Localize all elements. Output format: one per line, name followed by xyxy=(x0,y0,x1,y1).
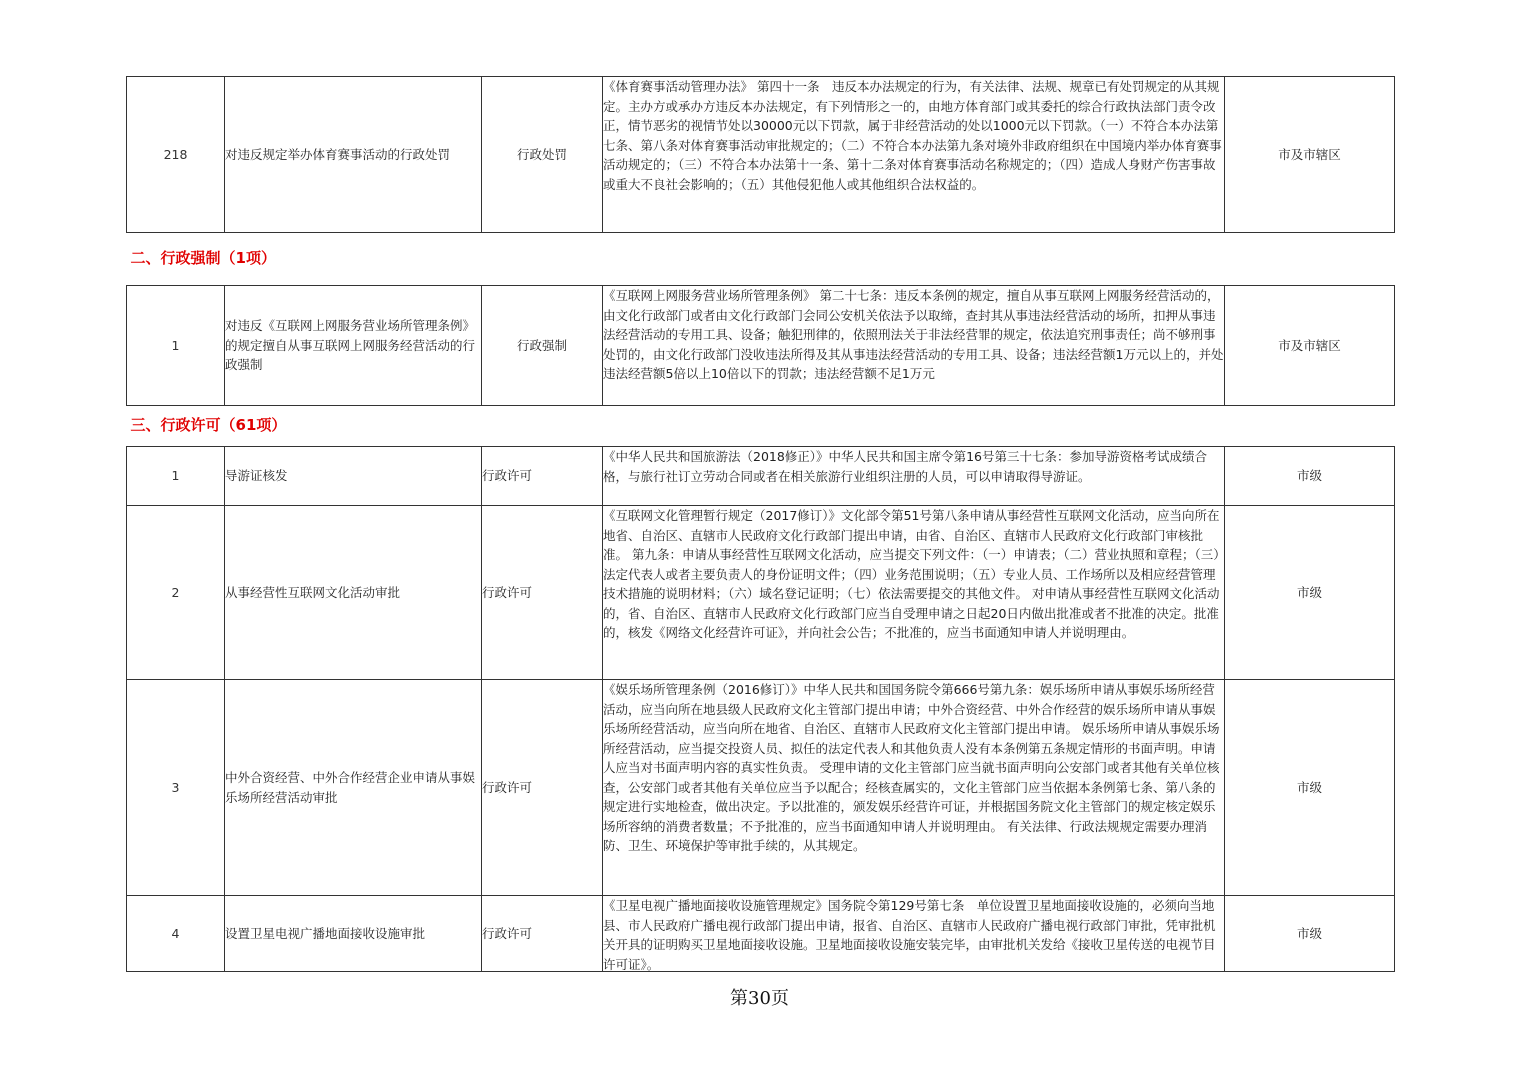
item-type: 行政许可 xyxy=(482,896,603,972)
legal-basis-text: 《体育赛事活动管理办法》 第四十一条 违反本办法规定的行为，有关法律、法规、规章已有处罚规定的从其规定。主办方或承办方违反本办法规定，有下列情形之一的，由地方体育部门或其委托的综合行政执法部门责令改正，情节恶劣的视情节处以30000元以下罚款，属于非经营活动的处以1000元以下罚款。（一）不符合本办法第七条、第八条对体育赛事活动审批规定的；（二）不符合本办法第九条对境外非政府组织在中国境内举办体育赛事活动规定的；（三）不符合本办法第十一条、第十二条对体育赛事活动名称规定的；（四）造成人身财产伤害事故或重大不良社会影响的；（五）其他侵犯他人或其他组织合法权益的。 xyxy=(603,79,1222,192)
item-legal-basis xyxy=(603,286,1225,406)
item-level: 市及市辖区 xyxy=(1225,77,1395,233)
item-type: 行政处罚 xyxy=(482,77,603,233)
item-level: 市级 xyxy=(1225,680,1395,896)
item-number: 1 xyxy=(127,286,225,406)
item-level: 市级 xyxy=(1225,506,1395,680)
item-name: 对违反《互联网上网服务营业场所管理条例》的规定擅自从事互联网上网服务经营活动的行政强制 xyxy=(225,286,482,406)
item-table xyxy=(126,76,1395,972)
legal-basis-text: 《互联网上网服务营业场所管理条例》 第二十七条：违反本条例的规定，擅自从事互联网上网服务经营活动的，由文化行政部门或者由文化行政部门会同公安机关依法予以取缔，查封其从事违法经营活动的场所，扣押从事违法经营活动的专用工具、设备；触犯刑律的，依照刑法关于非法经营罪的规定，依法追究刑事责任；尚不够刑事处罚的，由文化行政部门没收违法所得及其从事违法经营活动的专用工具、设备；违法经营额1万元以上的，并处违法经营额5倍以上10倍以下的罚款；违法经营额不足1万元 xyxy=(603,288,1224,381)
section-title: 二、行政强制（1项） xyxy=(127,233,1395,286)
table-row xyxy=(127,896,1395,972)
item-number: 2 xyxy=(127,506,225,680)
item-name: 从事经营性互联网文化活动审批 xyxy=(225,506,482,680)
section-title: 三、行政许可（61项） xyxy=(127,406,1395,447)
table-row xyxy=(127,447,1395,506)
item-name: 导游证核发 xyxy=(225,447,482,506)
item-legal-basis xyxy=(603,77,1225,233)
item-level: 市及市辖区 xyxy=(1225,286,1395,406)
item-name: 中外合资经营、中外合作经营企业申请从事娱乐场所经营活动审批 xyxy=(225,680,482,896)
item-legal-basis xyxy=(603,896,1225,972)
legal-basis-text: 《中华人民共和国旅游法（2018修正）》中华人民共和国主席令第16号第三十七条：参加导游资格考试成绩合格，与旅行社订立劳动合同或者在相关旅游行业组织注册的人员，可以申请取得导游证。 xyxy=(603,449,1207,484)
item-legal-basis xyxy=(603,506,1225,680)
legal-basis-text: 《卫星电视广播地面接收设施管理规定》国务院令第129号第七条 单位设置卫星地面接收设施的，必须向当地县、市人民政府广播电视行政部门提出申请，报省、自治区、直辖市人民政府广播电视行政部门审批，凭审批机关开具的证明购买卫星地面接收设施。卫星地面接收设施安装完毕，由审批机关发给《接收卫星传送的电视节目许可证》。 xyxy=(603,898,1216,971)
item-number: 3 xyxy=(127,680,225,896)
legal-basis-text: 《娱乐场所管理条例（2016修订）》中华人民共和国国务院令第666号第九条：娱乐场所申请从事娱乐场所经营活动，应当向所在地县级人民政府文化主管部门提出申请；中外合资经营、中外合作经营的娱乐场所申请从事娱乐场所经营活动，应当向所在地省、自治区、直辖市人民政府文化主管部门提出申请。 娱乐场所申请从事娱乐场所经营活动，应当提交投资人员、拟任的法定代表人和其他负责人没有本条例第五条规定情形的书面声明。申请人应当对书面声明内容的真实性负责。 受理申请的文化主管部门应当就书面声明向公安部门或者其他有关单位核查，公安部门或者其他有关单位应当予以配合；经核查属实的，文化主管部门应当依据本条例第七条、第八条的规定进行实地检查，做出决定。予以批准的，颁发娱乐经营许可证，并根据国务院文化主管部门的规定核定娱乐场所容纳的消费者数量；不予批准的，应当书面通知申请人并说明理由。 有关法律、行政法规规定需要办理消防、卫生、环境保护等审批手续的，从其规定。 xyxy=(603,682,1220,853)
item-level: 市级 xyxy=(1225,896,1395,972)
table-row xyxy=(127,506,1395,680)
item-type: 行政许可 xyxy=(482,680,603,896)
item-number: 1 xyxy=(127,447,225,506)
legal-basis-text: 《互联网文化管理暂行规定（2017修订）》文化部令第51号第八条申请从事经营性互联网文化活动，应当向所在地省、自治区、直辖市人民政府文化行政部门提出申请，由省、自治区、直辖市人民政府文化行政部门审核批准。 第九条：申请从事经营性互联网文化活动，应当提交下列文件：（一）申请表；（二）营业执照和章程；（三）法定代表人或者主要负责人的身份证明文件；（四）业务范围说明；（五）专业人员、工作场所以及相应经营管理技术措施的说明材料；（六）域名登记证明；（七）依法需要提交的其他文件。 对申请从事经营性互联网文化活动的，省、自治区、直辖市人民政府文化行政部门应当自受理申请之日起20日内做出批准或者不批准的决定。批准的，核发《网络文化经营许可证》，并向社会公告；不批准的，应当书面通知申请人并说明理由。 xyxy=(603,508,1220,640)
table-row xyxy=(127,286,1395,406)
section-header xyxy=(127,233,1395,286)
table-row xyxy=(127,680,1395,896)
section-header xyxy=(127,406,1395,447)
item-number: 4 xyxy=(127,896,225,972)
item-type: 行政许可 xyxy=(482,447,603,506)
item-type: 行政强制 xyxy=(482,286,603,406)
item-name: 对违反规定举办体育赛事活动的行政处罚 xyxy=(225,77,482,233)
table-row xyxy=(127,77,1395,233)
item-name: 设置卫星电视广播地面接收设施审批 xyxy=(225,896,482,972)
item-legal-basis xyxy=(603,447,1225,506)
item-level: 市级 xyxy=(1225,447,1395,506)
item-number: 218 xyxy=(127,77,225,233)
page-number: 第30页 xyxy=(730,988,789,1009)
item-legal-basis xyxy=(603,680,1225,896)
item-type: 行政许可 xyxy=(482,506,603,680)
